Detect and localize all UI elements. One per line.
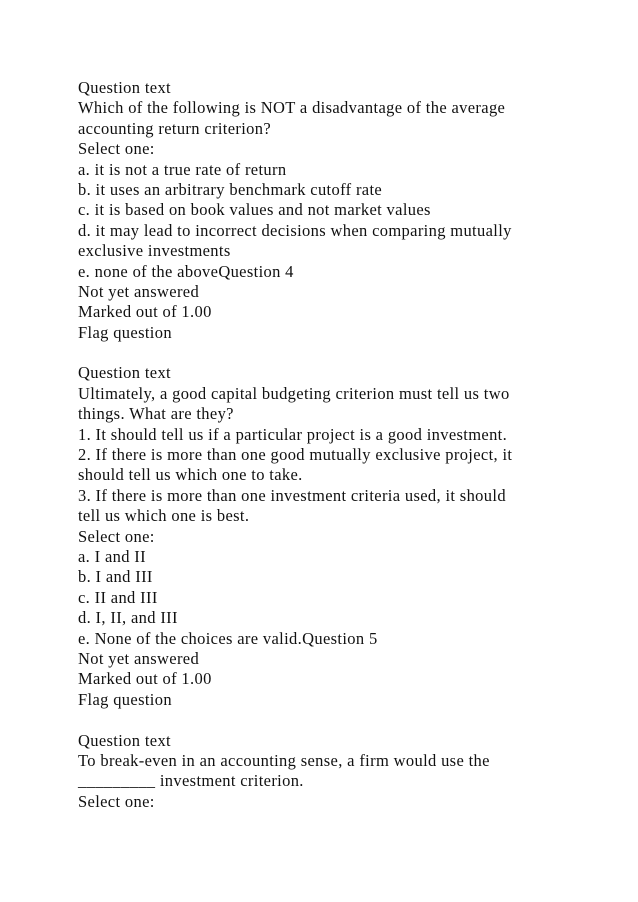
question-text: To break-even in an accounting sense, a firm would use the [78,750,490,770]
question-mark: Marked out of 1.00 [78,302,212,322]
question-statement: 3. If there is more than one investment criteria used, it should [78,485,506,505]
answer-option: d. I, II, and III [78,608,178,628]
answer-option: exclusive investments [78,241,231,261]
select-one-label: Select one: [78,791,155,811]
answer-option: d. it may lead to incorrect decisions when comparing mutually [78,220,512,240]
question-status: Not yet answered [78,281,200,301]
answer-option: e. none of the aboveQuestion 4 [78,261,294,281]
answer-option: a. it is not a true rate of return [78,159,287,179]
question-statement: tell us which one is best. [78,506,250,526]
question-statement: 2. If there is more than one good mutually exclusive project, it [78,445,513,465]
question-statement: should tell us which one to take. [78,465,303,485]
section-label: Question text [78,78,171,97]
question-statement: 1. It should tell us if a particular project is a good investment. [78,424,508,444]
flag-question-text: Flag question [78,322,172,342]
question-status: Not yet answered [78,648,200,668]
answer-option: e. None of the choices are valid.Question 5 [78,628,378,648]
question-mark: Marked out of 1.00 [78,669,212,689]
question-text: Which of the following is NOT a disadvantage of the average [78,98,506,118]
answer-option: b. it uses an arbitrary benchmark cutoff rate [78,179,383,199]
section-label: Question text [78,730,171,750]
section-label: Question text [78,363,171,383]
question-text: _________ investment criterion. [78,771,304,791]
flag-question-text: Flag question [78,689,172,709]
blank-line [78,710,618,730]
question-text: Ultimately, a good capital budgeting criterion must tell us two [78,383,510,403]
answer-option: a. I and II [78,546,146,566]
answer-option: c. it is based on book values and not market values [78,200,431,220]
document-page [78,78,618,812]
question-text: accounting return criterion? [78,118,272,138]
answer-option: b. I and III [78,567,153,587]
blank-line [78,343,618,363]
select-one-label: Select one: [78,139,155,159]
answer-option: c. II and III [78,587,158,607]
question-text: things. What are they? [78,404,234,424]
select-one-label: Select one: [78,526,155,546]
